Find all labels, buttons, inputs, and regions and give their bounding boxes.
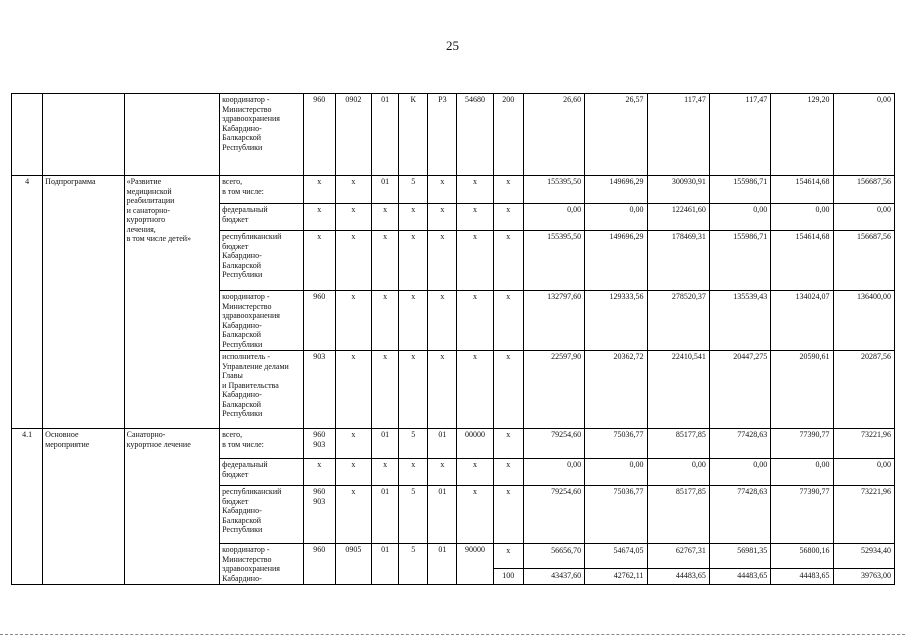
code-cell: x xyxy=(399,204,428,231)
code-cell: x xyxy=(493,291,523,351)
amount-cell: 132797,60 xyxy=(523,291,584,351)
amount-cell: 77428,63 xyxy=(709,429,770,459)
amount-cell: 278520,37 xyxy=(647,291,709,351)
code-cell: x xyxy=(493,459,523,486)
amount-cell: 85177,85 xyxy=(647,429,709,459)
row-number-cell: 4 xyxy=(12,176,43,429)
code-cell: x xyxy=(493,429,523,459)
amount-value: 44483,65 xyxy=(675,571,706,580)
amount-cell: 0,00 xyxy=(833,94,894,176)
page-number: 25 xyxy=(446,38,459,53)
amount-value: 44483,65 xyxy=(737,571,768,580)
code-cell: 200 xyxy=(493,94,523,176)
code-cell: x xyxy=(457,486,493,544)
code-cell: x xyxy=(428,291,457,351)
code-cell: 0902 xyxy=(335,94,371,176)
amount-cell: 20287,56 xyxy=(833,351,894,429)
responsible-cell: федеральный бюджет xyxy=(220,204,303,231)
amount-cell: 0,00 xyxy=(771,459,833,486)
amount-cell: 0,00 xyxy=(647,459,709,486)
amount-cell: 122461,60 xyxy=(647,204,709,231)
amount-cell: 136400,00 xyxy=(833,291,894,351)
code-cell: 960 xyxy=(303,544,335,585)
amount-cell: 73221,96 xyxy=(833,429,894,459)
row-number-cell xyxy=(12,94,43,176)
code-cell: x xyxy=(399,231,428,291)
code-cell: x xyxy=(372,459,399,486)
amount-cell: 20447,275 xyxy=(709,351,770,429)
amount-cell-split xyxy=(523,544,584,585)
code-cell: x xyxy=(399,291,428,351)
responsible-cell: всего, в том числе: xyxy=(220,176,303,204)
amount-cell: 117,47 xyxy=(709,94,770,176)
code-cell: x xyxy=(457,204,493,231)
amount-cell: 85177,85 xyxy=(647,486,709,544)
code-cell: x xyxy=(303,231,335,291)
code-cell: x xyxy=(493,231,523,291)
amount-cell: 0,00 xyxy=(585,459,647,486)
table-row xyxy=(12,176,895,204)
amount-value: 44483,65 xyxy=(799,571,830,580)
code-cell: 01 xyxy=(428,486,457,544)
code-cell: x xyxy=(335,351,371,429)
row-type-cell: Подпрограмма xyxy=(43,176,124,429)
code-cell: x xyxy=(428,176,457,204)
amount-cell: 117,47 xyxy=(647,94,709,176)
amount-cell: 0,00 xyxy=(833,204,894,231)
responsible-cell: координатор - Министерство здравоохранения Кабардино- Балкарской Республики xyxy=(220,94,303,176)
budget-table xyxy=(11,93,895,585)
code-cell: x xyxy=(372,351,399,429)
amount-cell: 129,20 xyxy=(771,94,833,176)
code-cell: x xyxy=(457,176,493,204)
amount-cell: 75036,77 xyxy=(585,486,647,544)
amount-cell: 155986,71 xyxy=(709,231,770,291)
code-cell: x xyxy=(457,231,493,291)
code-cell: 00000 xyxy=(457,429,493,459)
amount-cell-split xyxy=(647,544,709,585)
code-cell: x xyxy=(335,231,371,291)
amount-cell: 135539,43 xyxy=(709,291,770,351)
code-cell: x xyxy=(372,231,399,291)
amount-cell-split xyxy=(771,544,833,585)
code-cell: 01 xyxy=(372,429,399,459)
table-row xyxy=(12,429,895,459)
amount-value: 43437,60 xyxy=(551,571,582,580)
code-cell: 01 xyxy=(428,544,457,585)
row-name-cell: «Развитие медицинской реабилитации и санаторно- курортного лечения, в том числе детей» xyxy=(124,176,220,429)
amount-cell: 20362,72 xyxy=(585,351,647,429)
amount-cell: 73221,96 xyxy=(833,486,894,544)
responsible-cell: республиканский бюджет Кабардино- Балкарской Республики xyxy=(220,231,303,291)
row-type-cell: Основное мероприятие xyxy=(43,429,124,585)
table-row xyxy=(12,94,895,176)
code-cell: x xyxy=(303,204,335,231)
responsible-cell: республиканский бюджет Кабардино- Балкарской Республики xyxy=(220,486,303,544)
amount-cell: 0,00 xyxy=(771,204,833,231)
row-type-cell xyxy=(43,94,124,176)
amount-cell-split xyxy=(585,544,647,585)
code-cell: 960 xyxy=(303,94,335,176)
code-cell: Р3 xyxy=(428,94,457,176)
code-cell: 5 xyxy=(399,486,428,544)
responsible-cell: исполнитель - Управление делами Главы и Правительства Кабардино- Балкарской Республики xyxy=(220,351,303,429)
amount-cell: 154614,68 xyxy=(771,231,833,291)
amount-cell: 22597,90 xyxy=(523,351,584,429)
row-number-cell: 4.1 xyxy=(12,429,43,585)
amount-cell: 134024,07 xyxy=(771,291,833,351)
amount-cell-split xyxy=(833,544,894,585)
code-cell: x xyxy=(493,486,523,544)
code-cell: 01 xyxy=(428,429,457,459)
amount-value: 39763,00 xyxy=(861,571,891,580)
amount-cell: 178469,31 xyxy=(647,231,709,291)
amount-cell: 26,60 xyxy=(523,94,584,176)
amount-cell: 0,00 xyxy=(709,204,770,231)
amount-cell: 149696,29 xyxy=(585,231,647,291)
amount-value: 56981,35 xyxy=(710,544,770,569)
amount-value: 62767,31 xyxy=(648,544,709,569)
code-cell: x xyxy=(399,351,428,429)
code-cell: 90000 xyxy=(457,544,493,585)
code-cell: 960 xyxy=(303,291,335,351)
code-cell: x xyxy=(457,351,493,429)
amount-cell: 155395,50 xyxy=(523,231,584,291)
code-cell: x xyxy=(457,459,493,486)
code-cell: x xyxy=(493,351,523,429)
amount-cell: 22410,541 xyxy=(647,351,709,429)
amount-cell: 20590,61 xyxy=(771,351,833,429)
amount-cell: 155986,71 xyxy=(709,176,770,204)
amount-cell: 0,00 xyxy=(709,459,770,486)
row-name-cell: Санаторно- курортное лечение xyxy=(124,429,220,585)
amount-cell: 75036,77 xyxy=(585,429,647,459)
code-cell: x xyxy=(372,291,399,351)
amount-cell: 154614,68 xyxy=(771,176,833,204)
code-cell: 5 xyxy=(399,429,428,459)
amount-cell: 77428,63 xyxy=(709,486,770,544)
code-cell: К xyxy=(399,94,428,176)
code-cell: x xyxy=(335,176,371,204)
amount-cell: 129333,56 xyxy=(585,291,647,351)
amount-value: 52934,40 xyxy=(834,544,894,569)
code-cell: x xyxy=(372,204,399,231)
amount-cell: 156687,56 xyxy=(833,176,894,204)
amount-cell: 79254,60 xyxy=(523,486,584,544)
code-cell: x xyxy=(493,176,523,204)
amount-cell: 149696,29 xyxy=(585,176,647,204)
code-cell: x xyxy=(493,204,523,231)
code-cell: x xyxy=(428,231,457,291)
code-cell: 5 xyxy=(399,176,428,204)
responsible-cell: координатор - Министерство здравоохранения Кабардино- Балкарской Республики xyxy=(220,291,303,351)
responsible-cell: всего, в том числе: xyxy=(220,429,303,459)
code-cell: 01 xyxy=(372,486,399,544)
amount-cell: 155395,50 xyxy=(523,176,584,204)
code-cell: x xyxy=(335,291,371,351)
amount-cell: 300930,91 xyxy=(647,176,709,204)
code-cell: x xyxy=(335,486,371,544)
amount-cell: 0,00 xyxy=(833,459,894,486)
code-cell: 960 903 xyxy=(303,486,335,544)
code-cell: x xyxy=(335,459,371,486)
code-cell: 01 xyxy=(372,544,399,585)
amount-value: 56800,16 xyxy=(771,544,832,569)
code-cell: 903 xyxy=(303,351,335,429)
code-cell: x xyxy=(303,176,335,204)
code-cell: x xyxy=(335,204,371,231)
amount-cell: 0,00 xyxy=(585,204,647,231)
amount-cell: 26,57 xyxy=(585,94,647,176)
amount-value: 54674,05 xyxy=(585,544,646,569)
code-value: 100 xyxy=(502,571,515,580)
amount-cell: 77390,77 xyxy=(771,486,833,544)
responsible-cell: координатор - Министерство здравоохранения Кабардино- xyxy=(220,544,303,585)
amount-cell: 77390,77 xyxy=(771,429,833,459)
code-cell: 0905 xyxy=(335,544,371,585)
amount-value: 56656,70 xyxy=(524,544,584,569)
amount-cell-split xyxy=(709,544,770,585)
code-cell: 01 xyxy=(372,176,399,204)
row-name-cell xyxy=(124,94,220,176)
code-cell: x xyxy=(303,459,335,486)
code-cell: x xyxy=(428,204,457,231)
code-cell: x xyxy=(335,429,371,459)
responsible-cell: федеральный бюджет xyxy=(220,459,303,486)
amount-value: 42762,11 xyxy=(613,571,644,580)
amount-cell: 0,00 xyxy=(523,459,584,486)
code-cell: x xyxy=(428,459,457,486)
amount-cell: 156687,56 xyxy=(833,231,894,291)
amount-cell: 79254,60 xyxy=(523,429,584,459)
code-cell-split xyxy=(493,544,523,585)
code-cell: x xyxy=(428,351,457,429)
code-cell: 54680 xyxy=(457,94,493,176)
page-bottom-rule xyxy=(0,634,905,636)
code-cell: x xyxy=(399,459,428,486)
code-cell: 01 xyxy=(372,94,399,176)
code-cell: 960 903 xyxy=(303,429,335,459)
code-value: x xyxy=(494,544,523,569)
code-cell: x xyxy=(457,291,493,351)
amount-cell: 0,00 xyxy=(523,204,584,231)
code-cell: 5 xyxy=(399,544,428,585)
